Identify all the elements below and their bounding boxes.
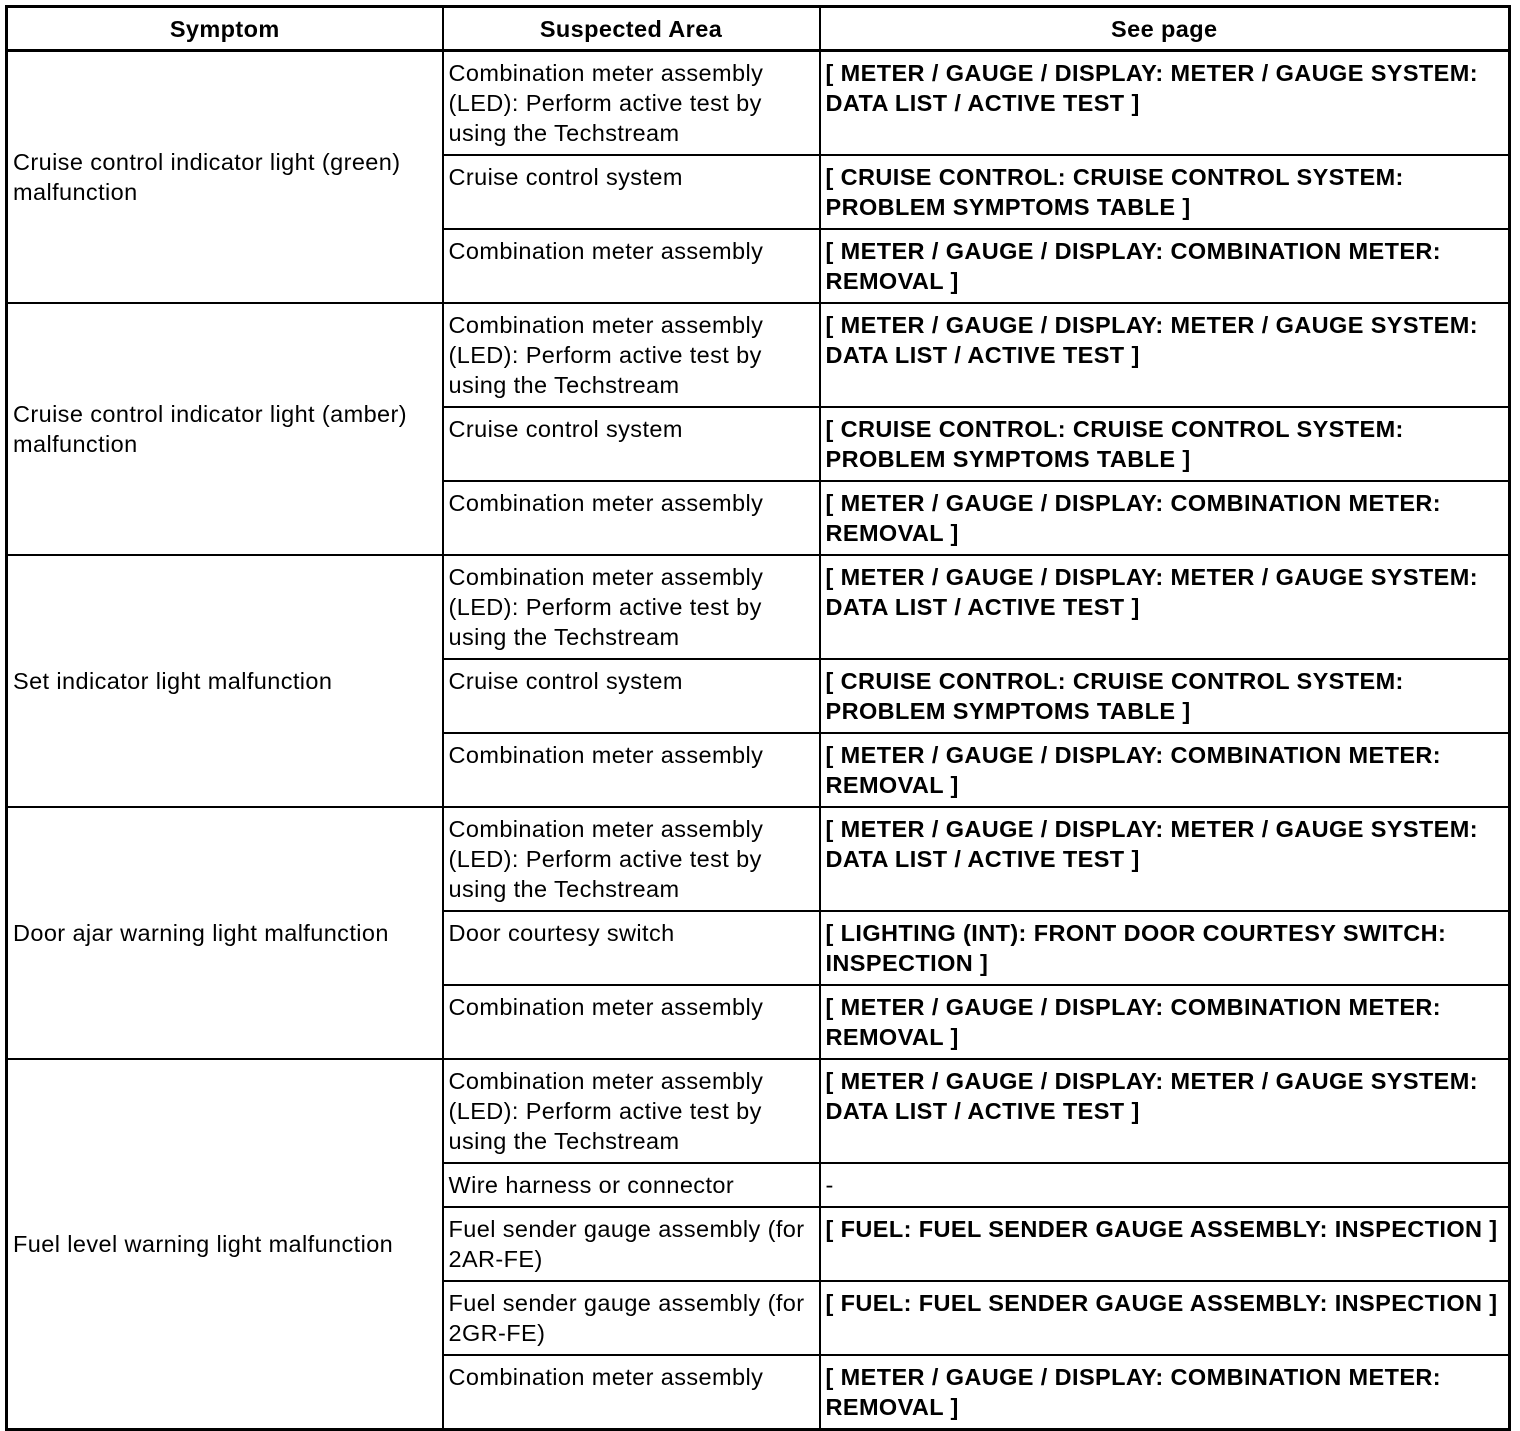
see-page-cell: [ LIGHTING (INT): FRONT DOOR COURTESY SWITCH: INSPECTION ] — [820, 911, 1510, 985]
see-page-cell: [ METER / GAUGE / DISPLAY: METER / GAUGE SYSTEM: DATA LIST / ACTIVE TEST ] — [820, 51, 1510, 156]
suspected-area-cell: Cruise control system — [443, 155, 820, 229]
suspected-area-cell: Cruise control system — [443, 407, 820, 481]
suspected-area-cell: Combination meter assembly — [443, 229, 820, 303]
suspected-area-cell: Combination meter assembly (LED): Perform active test by using the Techstream — [443, 555, 820, 659]
see-page-cell: [ FUEL: FUEL SENDER GAUGE ASSEMBLY: INSPECTION ] — [820, 1281, 1510, 1355]
symptom-cell: Cruise control indicator light (amber) malfunction — [7, 303, 443, 555]
see-page-cell: [ METER / GAUGE / DISPLAY: COMBINATION METER: REMOVAL ] — [820, 733, 1510, 807]
see-page-cell: [ METER / GAUGE / DISPLAY: METER / GAUGE SYSTEM: DATA LIST / ACTIVE TEST ] — [820, 807, 1510, 911]
suspected-area-cell: Combination meter assembly (LED): Perform active test by using the Techstream — [443, 1059, 820, 1163]
header-suspected-area: Suspected Area — [443, 7, 820, 51]
suspected-area-cell: Cruise control system — [443, 659, 820, 733]
see-page-cell: [ METER / GAUGE / DISPLAY: COMBINATION METER: REMOVAL ] — [820, 1355, 1510, 1430]
symptom-cell: Cruise control indicator light (green) malfunction — [7, 51, 443, 304]
symptom-cell: Fuel level warning light malfunction — [7, 1059, 443, 1430]
suspected-area-cell: Wire harness or connector — [443, 1163, 820, 1207]
symptom-cell: Set indicator light malfunction — [7, 555, 443, 807]
suspected-area-cell: Combination meter assembly (LED): Perform active test by using the Techstream — [443, 51, 820, 156]
table-row — [7, 555, 1510, 659]
header-row — [7, 7, 1510, 51]
see-page-cell: [ METER / GAUGE / DISPLAY: METER / GAUGE SYSTEM: DATA LIST / ACTIVE TEST ] — [820, 555, 1510, 659]
suspected-area-cell: Combination meter assembly — [443, 985, 820, 1059]
suspected-area-cell: Door courtesy switch — [443, 911, 820, 985]
suspected-area-cell: Combination meter assembly — [443, 733, 820, 807]
suspected-area-cell: Combination meter assembly — [443, 481, 820, 555]
header-symptom: Symptom — [7, 7, 443, 51]
suspected-area-cell: Combination meter assembly — [443, 1355, 820, 1430]
table-row — [7, 1059, 1510, 1163]
see-page-cell: [ METER / GAUGE / DISPLAY: METER / GAUGE SYSTEM: DATA LIST / ACTIVE TEST ] — [820, 1059, 1510, 1163]
suspected-area-cell: Fuel sender gauge assembly (for 2AR-FE) — [443, 1207, 820, 1281]
suspected-area-cell: Combination meter assembly (LED): Perform active test by using the Techstream — [443, 303, 820, 407]
see-page-cell: [ CRUISE CONTROL: CRUISE CONTROL SYSTEM: PROBLEM SYMPTOMS TABLE ] — [820, 155, 1510, 229]
see-page-cell: [ METER / GAUGE / DISPLAY: COMBINATION METER: REMOVAL ] — [820, 985, 1510, 1059]
see-page-cell: [ CRUISE CONTROL: CRUISE CONTROL SYSTEM: PROBLEM SYMPTOMS TABLE ] — [820, 407, 1510, 481]
header-see-page: See page — [820, 7, 1510, 51]
see-page-cell: [ METER / GAUGE / DISPLAY: METER / GAUGE SYSTEM: DATA LIST / ACTIVE TEST ] — [820, 303, 1510, 407]
table-row — [7, 303, 1510, 407]
suspected-area-cell: Combination meter assembly (LED): Perform active test by using the Techstream — [443, 807, 820, 911]
suspected-area-cell: Fuel sender gauge assembly (for 2GR-FE) — [443, 1281, 820, 1355]
table-row — [7, 807, 1510, 911]
see-page-cell: - — [820, 1163, 1510, 1207]
see-page-cell: [ METER / GAUGE / DISPLAY: COMBINATION METER: REMOVAL ] — [820, 481, 1510, 555]
see-page-cell: [ CRUISE CONTROL: CRUISE CONTROL SYSTEM: PROBLEM SYMPTOMS TABLE ] — [820, 659, 1510, 733]
symptom-cell: Door ajar warning light malfunction — [7, 807, 443, 1059]
see-page-cell: [ FUEL: FUEL SENDER GAUGE ASSEMBLY: INSPECTION ] — [820, 1207, 1510, 1281]
problem-symptoms-table — [5, 5, 1511, 1431]
table-row — [7, 51, 1510, 156]
see-page-cell: [ METER / GAUGE / DISPLAY: COMBINATION METER: REMOVAL ] — [820, 229, 1510, 303]
